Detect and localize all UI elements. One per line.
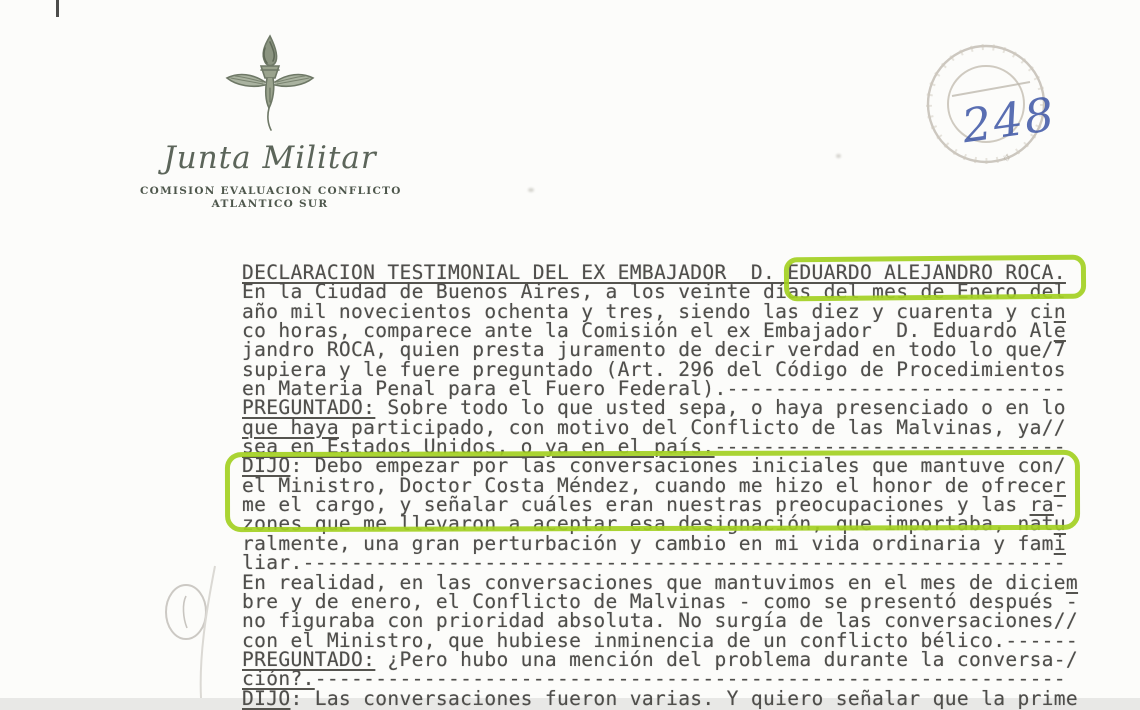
torch-emblem-icon	[215, 30, 325, 138]
underlined-text: PREGUNTADO:	[242, 647, 376, 671]
text: ¿Pero hubo una mención del problema durante la conversa-/	[375, 647, 1079, 671]
scan-speckle	[528, 188, 534, 192]
stamp-star-icon: ✩	[1001, 149, 1013, 166]
text: en Materia Penal para el Fuero Federal).----------------------------	[242, 377, 1066, 401]
page-number-stamp	[920, 38, 1060, 178]
text: me el cargo, y señalar cuáles eran nuestras preocupaciones y las	[242, 493, 1030, 517]
underlined-text: r	[1053, 473, 1066, 497]
text: co horas, comparece ante la Comisión el ex Embajador D. Eduardo Al	[242, 319, 1054, 343]
text: En la Ciudad de Buenos Aires, a los veinte días del mes de Enero del	[242, 280, 1066, 304]
text: -----------------------------	[714, 435, 1066, 459]
stamp-page-number: 248	[958, 86, 1060, 154]
doc-line	[242, 686, 1102, 710]
text: supiera y le fuere preguntado (Art. 296 del Código de Procedimientos	[242, 357, 1066, 381]
underlined-text: i	[1053, 531, 1066, 555]
underlined-text: ra	[1029, 493, 1054, 517]
underlined-text: e	[1053, 319, 1066, 343]
underlined-text: DIJO	[242, 454, 291, 478]
letterhead	[140, 30, 400, 211]
commission-name-line2: ATLANTICO SUR	[211, 198, 329, 210]
text: -	[1053, 493, 1066, 517]
text: no figuraba con prioridad absoluta. No surgía de las conversaciones//	[242, 609, 1079, 633]
underlined-text: DIJO	[242, 686, 291, 710]
text: participado, con motivo del Conflicto de las Malvinas, ya//	[338, 415, 1066, 439]
commission-name-line1: COMISION EVALUACION CONFLICTO	[140, 185, 402, 197]
text: con el Ministro, que hubiese inminencia de un conflicto bélico.------	[242, 628, 1079, 652]
text: ralmente, una gran perturbación y cambio en mi vida ordinaria y fam	[242, 531, 1054, 555]
text: liar.---------------------------------------------------------------	[242, 551, 1066, 575]
text: Sobre todo lo que usted sepa, o haya presenciado o en lo	[375, 396, 1066, 420]
underlined-text: u	[1053, 512, 1066, 536]
scan-edge-mark	[56, 0, 59, 17]
text: : Las conversaciones fueron varias. Y quiero señalar que la prime	[290, 686, 1079, 710]
text: jandro ROCA, quien presta juramento de decir verdad en todo lo que/7	[242, 338, 1066, 362]
underlined-text: DECLARACION TESTIMONIAL DEL EX EMBAJADOR D. EDUARDO ALEJANDRO ROCA.	[242, 261, 1066, 284]
underlined-text: sea en Estados Unidos, o ya en el país.	[242, 435, 715, 459]
underlined-text: PREGUNTADO:	[242, 396, 376, 420]
text: --------------------------------------------------------------	[314, 667, 1066, 691]
org-name: Junta Militar	[163, 140, 377, 176]
text: bre y de enero, el Conflicto de Malvinas - como se presentó después -	[242, 589, 1079, 613]
text: En realidad, en las conversaciones que mantuvimos en el mes de dicie	[242, 570, 1066, 594]
text: el Ministro, Doctor Costa Méndez, cuando me hizo el honor de ofrece	[242, 473, 1054, 497]
text: año mil novecientos ochenta y tres, siendo las diez y cuarenta y ci	[242, 299, 1054, 323]
underlined-text: m	[1065, 570, 1079, 594]
text: zones que me llevaron a aceptar esa designación, que importaba, nat	[242, 512, 1054, 536]
underlined-text: n	[1053, 299, 1066, 323]
scan-speckle	[836, 154, 841, 158]
text: : Debo empezar por las conversaciones iniciales que mantuve con/	[290, 454, 1066, 478]
typewritten-text	[242, 263, 1102, 708]
underlined-text: ción?.	[242, 667, 315, 691]
underlined-text: que haya	[242, 415, 339, 439]
